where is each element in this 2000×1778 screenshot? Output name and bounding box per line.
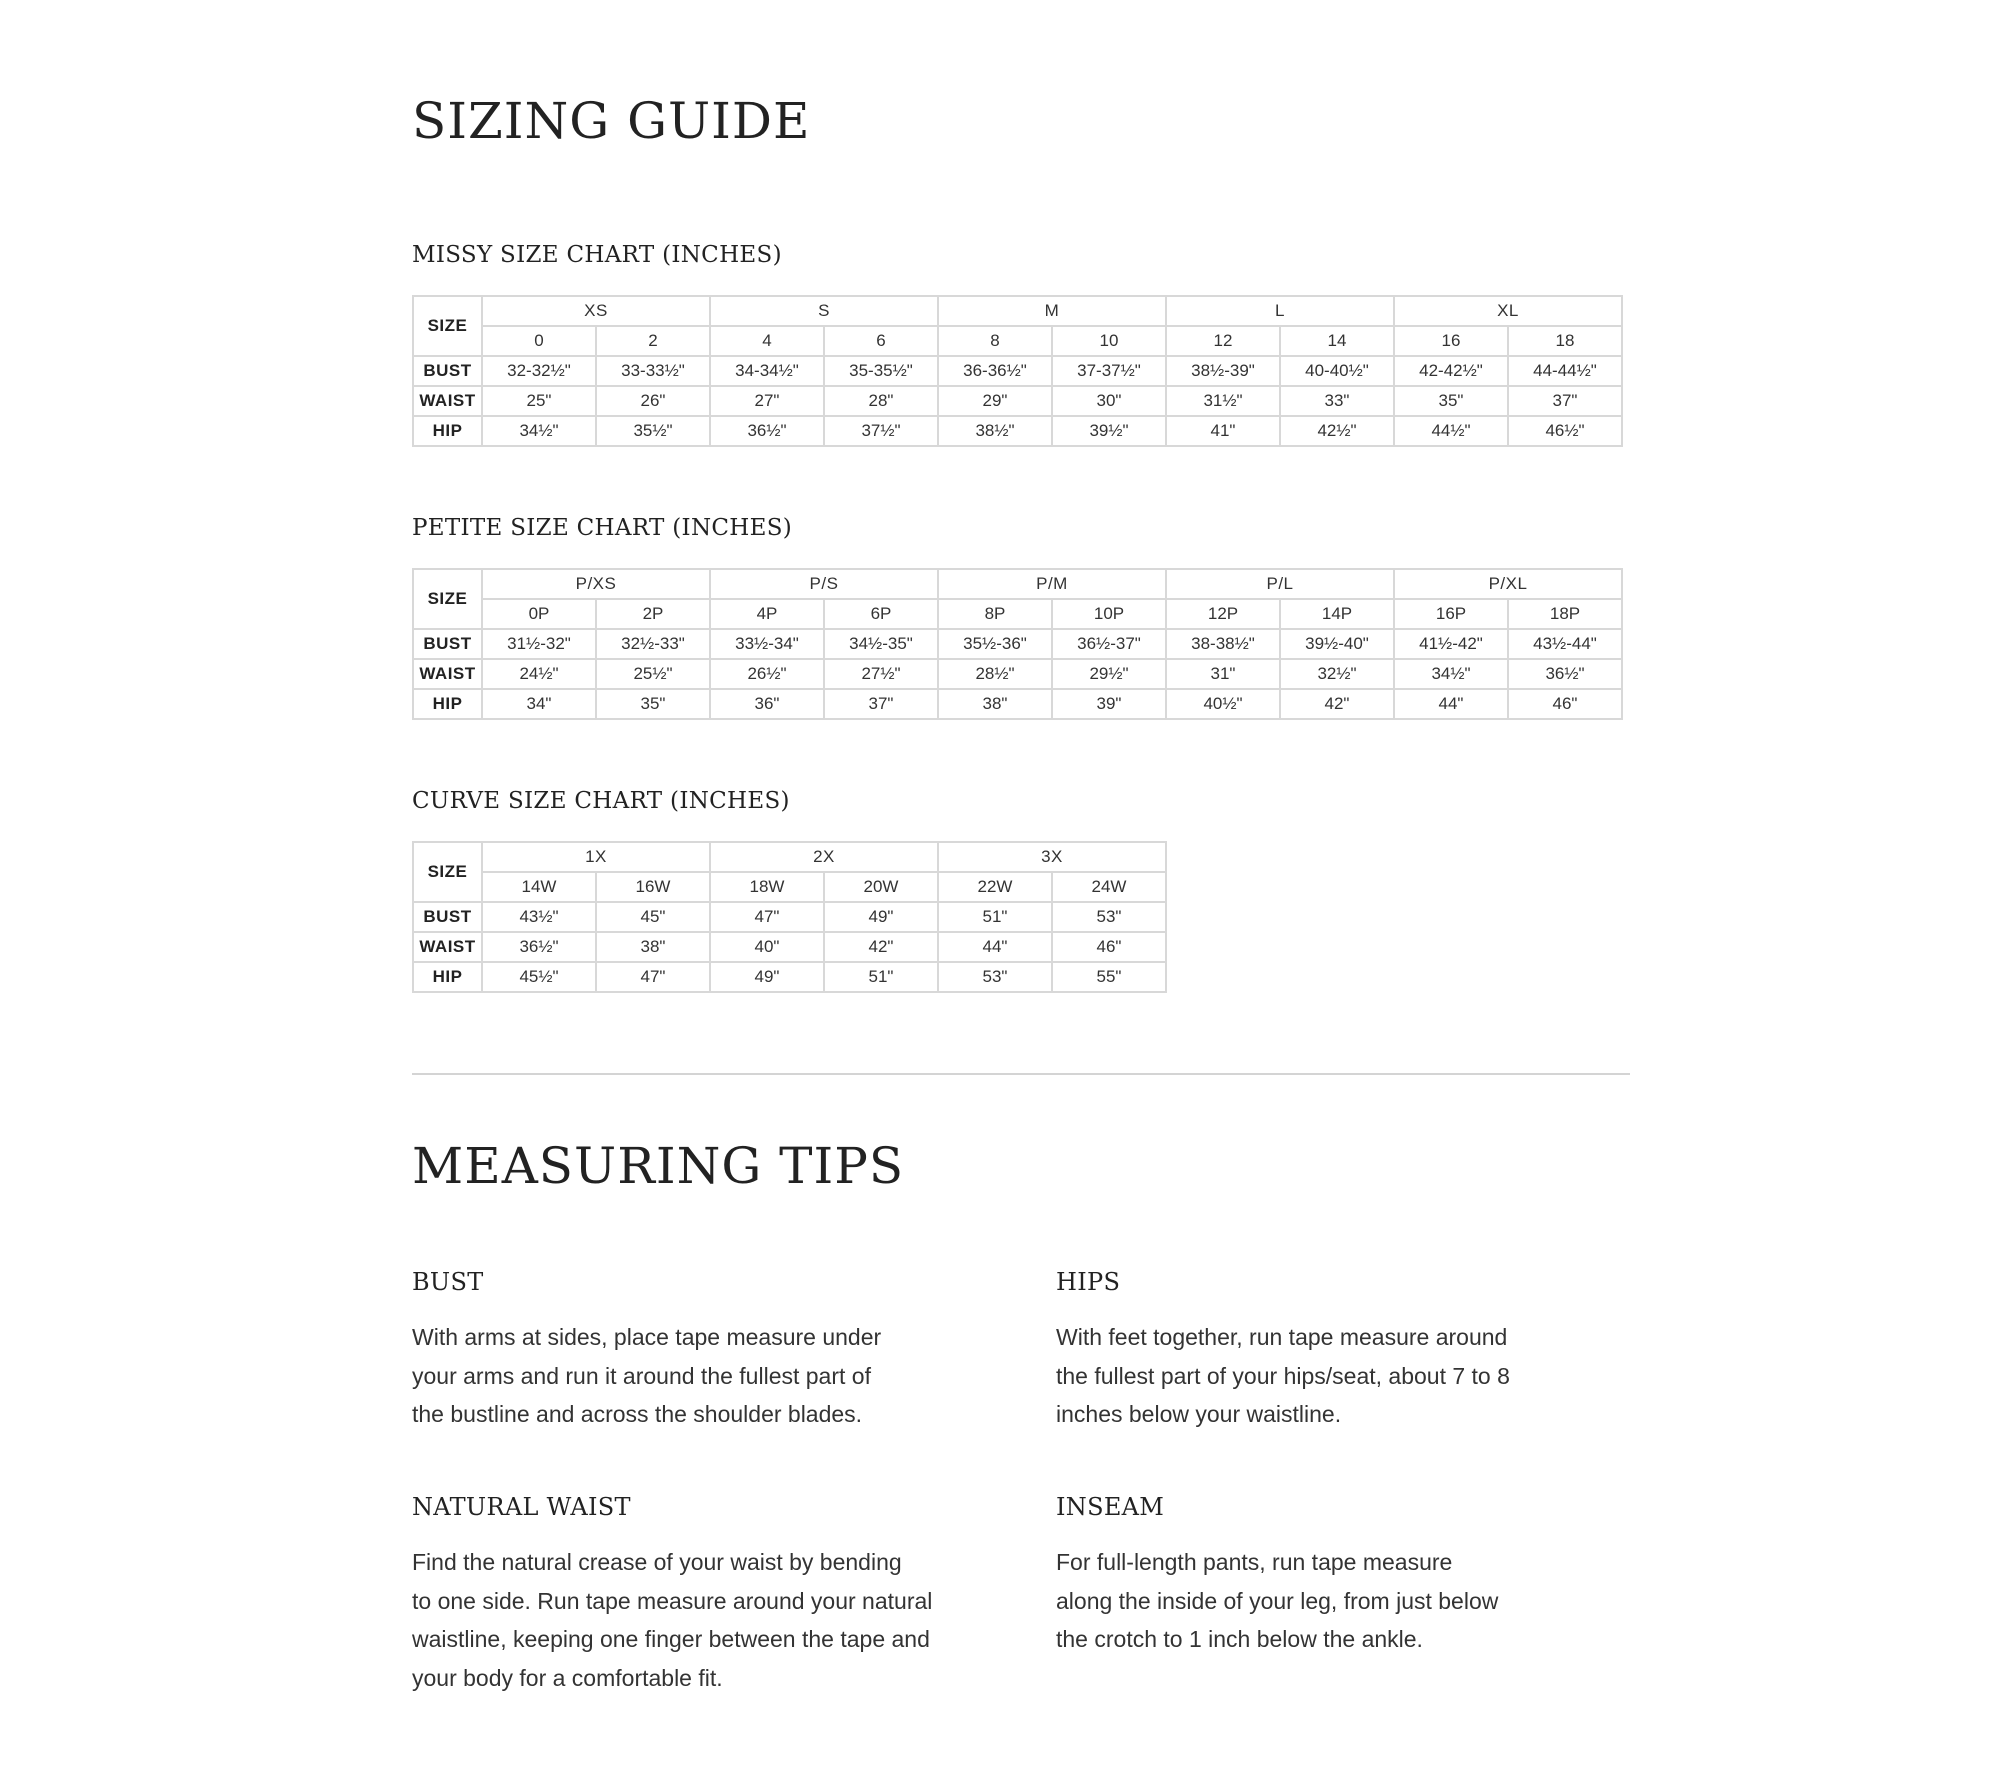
size-number: 24W	[1052, 872, 1166, 902]
measuring-tips-title: MEASURING TIPS	[412, 1137, 905, 1195]
measurement-cell: 37½"	[824, 416, 938, 446]
measurement-cell: 46"	[1052, 932, 1166, 962]
measurement-cell: 36½"	[482, 932, 596, 962]
measurement-cell: 44-44½"	[1508, 356, 1622, 386]
measurement-cell: 31½-32"	[482, 629, 596, 659]
size-number: 18W	[710, 872, 824, 902]
measurement-cell: 45½"	[482, 962, 596, 992]
row-label-hip: HIP	[413, 962, 482, 992]
measurement-cell: 27½"	[824, 659, 938, 689]
petite-chart-title: PETITE SIZE CHART (INCHES)	[412, 515, 793, 541]
bust-row	[413, 629, 1622, 659]
measurement-cell: 45"	[596, 902, 710, 932]
size-number: 16	[1394, 326, 1508, 356]
waist-row	[413, 659, 1622, 689]
section-divider	[412, 1073, 1630, 1075]
measurement-cell: 43½-44"	[1508, 629, 1622, 659]
measurement-cell: 37"	[824, 689, 938, 719]
measurement-cell: 32½-33"	[596, 629, 710, 659]
size-number: 16P	[1394, 599, 1508, 629]
size-number: 16W	[596, 872, 710, 902]
measurement-cell: 28"	[824, 386, 938, 416]
tip-text-natural-waist: Find the natural crease of your waist by bending to one side. Run tape measure around your natural waistline, keeping one finger between the tape and your body for a comfortable fit.	[412, 1549, 933, 1691]
group-header-row	[413, 569, 1622, 599]
measurement-cell: 51"	[938, 902, 1052, 932]
size-number: 14	[1280, 326, 1394, 356]
measurement-cell: 25"	[482, 386, 596, 416]
measurement-cell: 34-34½"	[710, 356, 824, 386]
measurement-cell: 34½-35"	[824, 629, 938, 659]
measurement-cell: 28½"	[938, 659, 1052, 689]
size-group-1x: 1X	[482, 842, 710, 872]
size-group-pl: P/L	[1166, 569, 1394, 599]
size-number: 18P	[1508, 599, 1622, 629]
size-header: SIZE	[413, 296, 482, 356]
measurement-cell: 42"	[824, 932, 938, 962]
tip-heading-inseam: INSEAM	[1056, 1493, 1165, 1521]
measurement-cell: 49"	[710, 962, 824, 992]
measurement-cell: 37"	[1508, 386, 1622, 416]
bust-row	[413, 356, 1622, 386]
measurement-cell: 49"	[824, 902, 938, 932]
measurement-cell: 31"	[1166, 659, 1280, 689]
measurement-cell: 24½"	[482, 659, 596, 689]
measurement-cell: 33½-34"	[710, 629, 824, 659]
size-number: 0P	[482, 599, 596, 629]
tip-bust	[412, 1268, 972, 1434]
group-header-row	[413, 842, 1166, 872]
size-group-s: S	[710, 296, 938, 326]
measurement-cell: 26"	[596, 386, 710, 416]
measurement-cell: 55"	[1052, 962, 1166, 992]
size-number: 4	[710, 326, 824, 356]
measurement-cell: 47"	[596, 962, 710, 992]
measurement-cell: 38"	[938, 689, 1052, 719]
size-number: 18	[1508, 326, 1622, 356]
measurement-cell: 44½"	[1394, 416, 1508, 446]
size-group-m: M	[938, 296, 1166, 326]
size-group-xs: XS	[482, 296, 710, 326]
size-number: 6P	[824, 599, 938, 629]
measurement-cell: 43½"	[482, 902, 596, 932]
tip-inseam	[1056, 1493, 1616, 1659]
measurement-cell: 46½"	[1508, 416, 1622, 446]
size-group-2x: 2X	[710, 842, 938, 872]
curve-chart-title: CURVE SIZE CHART (INCHES)	[412, 788, 790, 814]
size-group-pxs: P/XS	[482, 569, 710, 599]
measurement-cell: 40-40½"	[1280, 356, 1394, 386]
measurement-cell: 38-38½"	[1166, 629, 1280, 659]
measurement-cell: 35"	[596, 689, 710, 719]
size-number: 0	[482, 326, 596, 356]
size-number: 20W	[824, 872, 938, 902]
size-group-3x: 3X	[938, 842, 1166, 872]
size-group-pxl: P/XL	[1394, 569, 1622, 599]
tip-text-inseam: For full-length pants, run tape measure along the inside of your leg, from just below the crotch to 1 inch below the ankle.	[1056, 1549, 1499, 1652]
size-number: 22W	[938, 872, 1052, 902]
measurement-cell: 42"	[1280, 689, 1394, 719]
measurement-cell: 36½"	[1508, 659, 1622, 689]
size-number-row	[413, 326, 1622, 356]
row-label-bust: BUST	[413, 629, 482, 659]
hip-row	[413, 416, 1622, 446]
tip-heading-natural-waist: NATURAL WAIST	[412, 1493, 631, 1521]
measurement-cell: 30"	[1052, 386, 1166, 416]
tip-hips	[1056, 1268, 1616, 1434]
measurement-cell: 36-36½"	[938, 356, 1052, 386]
size-number: 14P	[1280, 599, 1394, 629]
tip-natural-waist	[412, 1493, 972, 1697]
measurement-cell: 38"	[596, 932, 710, 962]
measurement-cell: 53"	[938, 962, 1052, 992]
hip-row	[413, 962, 1166, 992]
measurement-cell: 39½"	[1052, 416, 1166, 446]
size-header: SIZE	[413, 842, 482, 902]
size-number-row	[413, 599, 1622, 629]
measurement-cell: 40"	[710, 932, 824, 962]
row-label-waist: WAIST	[413, 659, 482, 689]
size-number: 8P	[938, 599, 1052, 629]
measurement-cell: 39"	[1052, 689, 1166, 719]
size-number-row	[413, 872, 1166, 902]
hip-row	[413, 689, 1622, 719]
size-group-xl: XL	[1394, 296, 1622, 326]
size-group-pm: P/M	[938, 569, 1166, 599]
measurement-cell: 51"	[824, 962, 938, 992]
measurement-cell: 25½"	[596, 659, 710, 689]
size-number: 14W	[482, 872, 596, 902]
measurement-cell: 33"	[1280, 386, 1394, 416]
size-header: SIZE	[413, 569, 482, 629]
measurement-cell: 27"	[710, 386, 824, 416]
size-number: 10	[1052, 326, 1166, 356]
measurement-cell: 40½"	[1166, 689, 1280, 719]
measurement-cell: 34½"	[1394, 659, 1508, 689]
missy-size-table	[412, 295, 1623, 447]
measurement-cell: 36½-37"	[1052, 629, 1166, 659]
tip-text-hips: With feet together, run tape measure around the fullest part of your hips/seat, about 7 to 8 inches below your waistline.	[1056, 1324, 1510, 1427]
measurement-cell: 53"	[1052, 902, 1166, 932]
measurement-cell: 38½-39"	[1166, 356, 1280, 386]
measurement-cell: 38½"	[938, 416, 1052, 446]
measurement-cell: 47"	[710, 902, 824, 932]
measurement-cell: 41½-42"	[1394, 629, 1508, 659]
size-group-ps: P/S	[710, 569, 938, 599]
bust-row	[413, 902, 1166, 932]
measurement-cell: 36"	[710, 689, 824, 719]
measurement-cell: 29½"	[1052, 659, 1166, 689]
measurement-cell: 33-33½"	[596, 356, 710, 386]
measurement-cell: 42-42½"	[1394, 356, 1508, 386]
measurement-cell: 35-35½"	[824, 356, 938, 386]
measurement-cell: 44"	[938, 932, 1052, 962]
tip-text-bust: With arms at sides, place tape measure under your arms and run it around the fullest part of the bustline and across the shoulder blades.	[412, 1324, 882, 1427]
measurement-cell: 29"	[938, 386, 1052, 416]
row-label-hip: HIP	[413, 689, 482, 719]
measurement-cell: 35½"	[596, 416, 710, 446]
measurement-cell: 36½"	[710, 416, 824, 446]
measurement-cell: 44"	[1394, 689, 1508, 719]
measurement-cell: 39½-40"	[1280, 629, 1394, 659]
size-number: 4P	[710, 599, 824, 629]
row-label-bust: BUST	[413, 356, 482, 386]
group-header-row	[413, 296, 1622, 326]
tip-heading-bust: BUST	[412, 1268, 484, 1296]
size-number: 6	[824, 326, 938, 356]
size-number: 12	[1166, 326, 1280, 356]
size-number: 12P	[1166, 599, 1280, 629]
size-number: 2P	[596, 599, 710, 629]
sizing-guide-title: SIZING GUIDE	[412, 92, 811, 150]
waist-row	[413, 386, 1622, 416]
row-label-hip: HIP	[413, 416, 482, 446]
measurement-cell: 34"	[482, 689, 596, 719]
missy-chart-title: MISSY SIZE CHART (INCHES)	[412, 242, 782, 268]
curve-size-table	[412, 841, 1167, 993]
measurement-cell: 31½"	[1166, 386, 1280, 416]
row-label-waist: WAIST	[413, 932, 482, 962]
size-number: 10P	[1052, 599, 1166, 629]
waist-row	[413, 932, 1166, 962]
measurement-cell: 42½"	[1280, 416, 1394, 446]
tip-heading-hips: HIPS	[1056, 1268, 1121, 1296]
measurement-cell: 46"	[1508, 689, 1622, 719]
petite-size-table	[412, 568, 1623, 720]
measurement-cell: 35"	[1394, 386, 1508, 416]
measurement-cell: 34½"	[482, 416, 596, 446]
size-number: 2	[596, 326, 710, 356]
measurement-cell: 26½"	[710, 659, 824, 689]
row-label-waist: WAIST	[413, 386, 482, 416]
size-group-l: L	[1166, 296, 1394, 326]
measurement-cell: 32½"	[1280, 659, 1394, 689]
size-number: 8	[938, 326, 1052, 356]
measurement-cell: 35½-36"	[938, 629, 1052, 659]
measurement-cell: 32-32½"	[482, 356, 596, 386]
measurement-cell: 37-37½"	[1052, 356, 1166, 386]
measurement-cell: 41"	[1166, 416, 1280, 446]
row-label-bust: BUST	[413, 902, 482, 932]
